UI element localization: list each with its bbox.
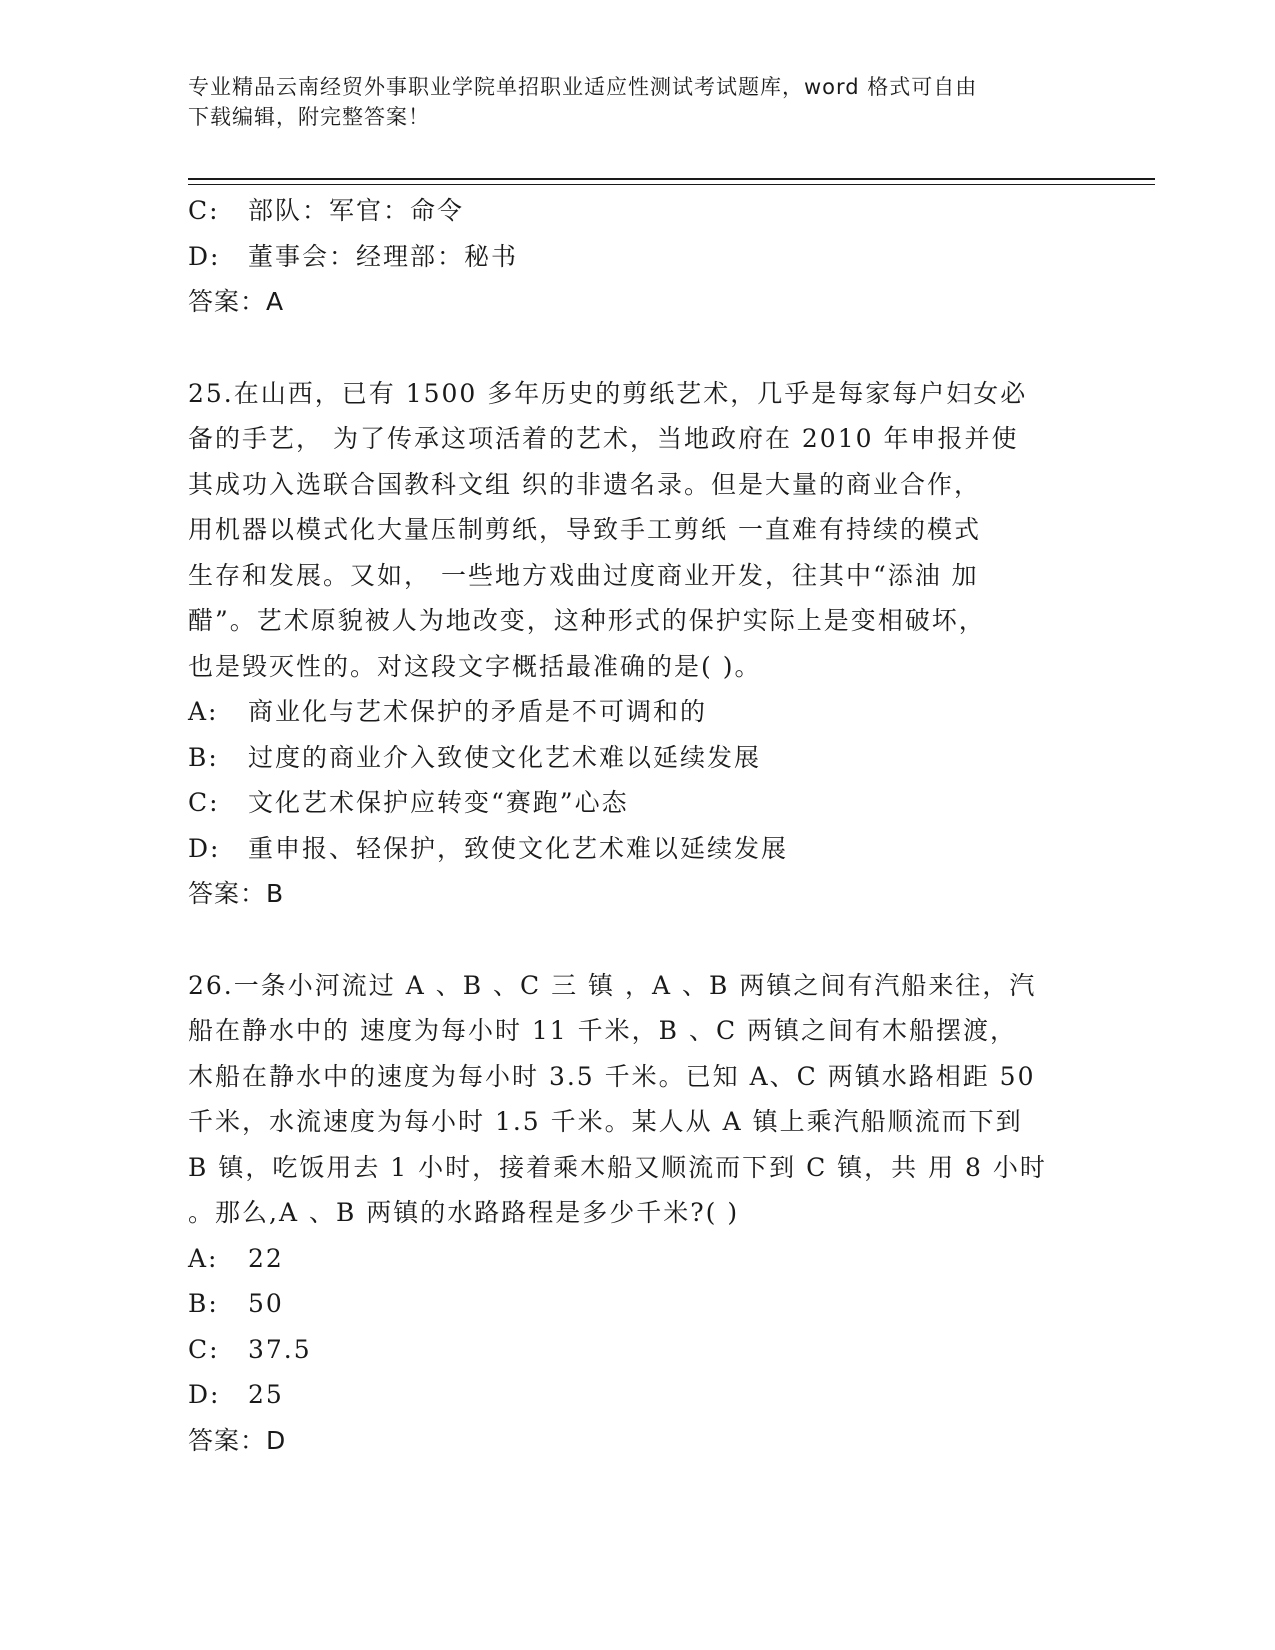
question-stem [188,371,1088,690]
answer-line: 答案：D [188,1425,287,1455]
option-text: 50 [248,1289,284,1318]
question-25 [188,371,1088,917]
stem-line: 千米，水流速度为每小时 1.5 千米。某人从 A 镇上乘汽船顺流而下到 [188,1107,1023,1136]
option-text: 董事会：经理部：秘书 [248,241,519,271]
question-content [188,188,1088,1463]
header-divider-thick [188,178,1155,180]
stem-line: 木船在静水中的速度为每小时 3.5 千米。已知 A、C 两镇水路相距 50 [188,1061,1036,1091]
option-d [188,234,1088,280]
answer-line: 答案：B [188,879,285,908]
option-c [188,1327,1088,1373]
option-letter: C: [188,788,220,817]
question-stem [188,963,1088,1236]
option-text: 37.5 [248,1334,312,1364]
spacer [188,917,1088,963]
option-letter: D: [188,833,221,863]
header-line-2: 下载编辑，附完整答案！ [188,105,430,129]
option-a [188,689,1088,735]
document-header [188,72,1088,132]
option-letter: A: [188,1243,219,1273]
stem-line: B 镇，吃饭用去 1 小时，接着乘木船又顺流而下到 C 镇，共 用 8 小时 [188,1152,1047,1182]
option-letter: B: [188,1289,219,1318]
header-divider-thin [188,184,1155,185]
option-text: 22 [248,1243,284,1273]
stem-line: 生存和发展。又如， 一些地方戏曲过度商业开发，往其中“添油 加 [188,560,979,590]
option-a [188,1236,1088,1282]
option-b [188,735,1088,781]
option-text: 部队：军官：命令 [248,196,465,225]
option-b [188,1281,1088,1327]
option-letter: B: [188,742,219,772]
option-c [188,188,1088,234]
spacer [188,325,1088,371]
option-text: 重申报、轻保护，致使文化艺术难以延续发展 [248,833,789,863]
stem-line: 25.在山西，已有 1500 多年历史的剪纸艺术，几乎是每家每户妇女必 [188,378,1028,408]
option-letter: C: [188,1334,220,1364]
option-text: 文化艺术保护应转变“赛跑”心态 [248,788,629,817]
header-line-1: 专业精品云南经贸外事职业学院单招职业适应性测试考试题库，word 格式可自由 [188,75,978,99]
stem-line: 其成功入选联合国教科文组 织的非遗名录。但是大量的商业合作， [188,469,981,499]
option-letter: A: [188,697,219,726]
option-c [188,780,1088,826]
question-26 [188,963,1088,1464]
option-text: 25 [248,1380,284,1409]
stem-line: 。那么,A 、B 两镇的水路路程是多少千米?( ) [188,1198,740,1227]
option-letter: D: [188,1380,221,1409]
stem-line: 用机器以模式化大量压制剪纸，导致手工剪纸 一直难有持续的模式 [188,515,981,544]
stem-line: 也是毁灭性的。对这段文字概括最准确的是( )。 [188,651,762,681]
option-letter: D: [188,241,221,271]
answer-line: 答案：A [188,287,285,316]
stem-line: 醋”。艺术原貌被人为地改变，这种形式的保护实际上是变相破坏， [188,606,986,635]
option-text: 商业化与艺术保护的矛盾是不可调和的 [248,697,708,726]
option-d [188,1372,1088,1418]
stem-line: 船在静水中的 速度为每小时 11 千米，B 、C 两镇之间有木船摆渡， [188,1016,1018,1045]
prev-question [188,188,1088,325]
option-letter: C: [188,196,220,225]
option-d [188,826,1088,872]
stem-line: 26.一条小河流过 A 、B 、C 三 镇 ，A 、B 两镇之间有汽船来往，汽 [188,970,1037,1000]
option-text: 过度的商业介入致使文化艺术难以延续发展 [248,742,762,772]
stem-line: 备的手艺， 为了传承这项活着的艺术，当地政府在 2010 年申报并使 [188,424,1019,453]
